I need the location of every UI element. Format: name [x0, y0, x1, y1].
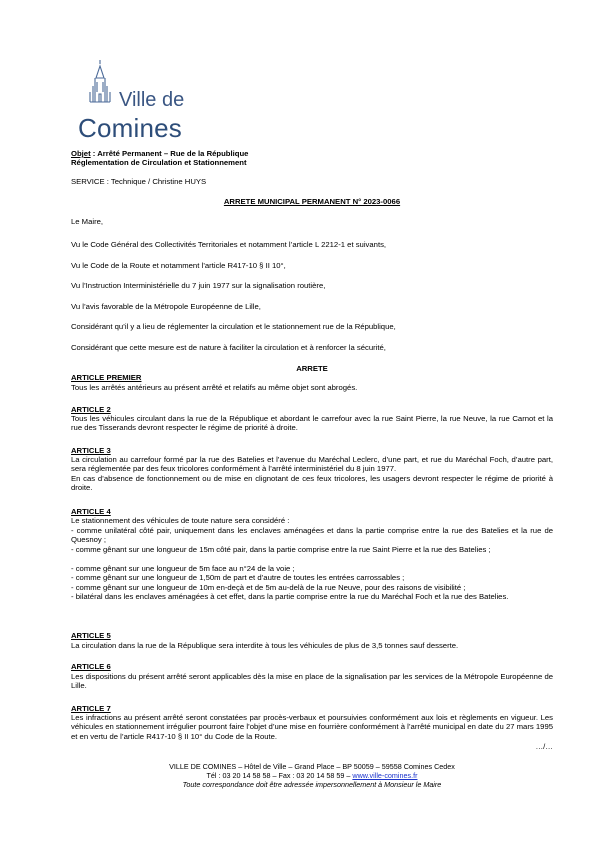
article-6-text: Les dispositions du présent arrêté seront applicables dès la mise en place de la signalisation par les services de la Métropole Européenne de Lille. [71, 672, 553, 691]
article-2-text: Tous les véhicules circulant dans la rue de la République et abordant le carrefour avec la rue Saint Pierre, la rue Neuve, la rue Carnot et la rue des Tisserands devront respecter le régime de priorité à droite. [71, 414, 553, 433]
footer-phone-fax: Tél : 03 20 14 58 58 – Fax : 03 20 14 58 59 – [206, 771, 353, 780]
vu-cgct: Vu le Code Général des Collectivités Territoriales et notamment l’article L 2212-1 et suivants, [71, 240, 387, 249]
article-5-text: La circulation dans la rue de la République sera interdite à tous les véhicules de plus de 3,5 tonnes sauf desserte. [71, 641, 459, 650]
article-7-title: ARTICLE 7 [71, 704, 111, 713]
footer-address: VILLE DE COMINES – Hôtel de Ville – Grand Place – BP 50059 – 59558 Comines Cedex [169, 762, 455, 771]
article-4-title: ARTICLE 4 [71, 507, 111, 516]
considerant-2: Considérant que cette mesure est de nature à faciliter la circulation et à renforcer la sécurité, [71, 343, 386, 352]
service-line: SERVICE : Technique / Christine HUYS [71, 177, 207, 186]
continuation-mark: …/… [535, 742, 553, 751]
article-4-item-3: - comme gênant sur une longueur de 5m face au n°24 de la voie ; [71, 564, 295, 573]
article-1-title: ARTICLE PREMIER [71, 373, 142, 382]
article-6-title: ARTICLE 6 [71, 662, 111, 671]
vu-instruction: Vu l’Instruction Interministérielle du 7 juin 1977 sur la signalisation routière, [71, 281, 326, 290]
article-3-text-2: En cas d’absence de fonctionnement ou de mise en clignotant de ces feux tricolores, les usagers devront respecter le régime de priorité à droite. [71, 474, 553, 493]
objet-text: : Arrêté Permanent – Rue de la République [90, 149, 249, 158]
article-7-text: Les infractions au présent arrêté seront constatées par procès-verbaux et poursuivies conformément aux lois et règlements en vigueur. Les véhicules en stationnement irrégulier pourront faire l’objet d’une mise en fourrière conformément à l’arrêté municipal en date du 27 mars 1995 et en vertu de l’article R417-10 § II 10° du Code de la Route. [71, 713, 553, 741]
vu-avis: Vu l’avis favorable de la Métropole Européenne de Lille, [71, 302, 261, 311]
article-5-title: ARTICLE 5 [71, 631, 111, 640]
document-title: ARRETE MUNICIPAL PERMANENT N° 2023-0066 [223, 197, 401, 206]
objet-label: Objet [71, 149, 91, 158]
maire-line: Le Maire, [71, 217, 104, 226]
article-3-title: ARTICLE 3 [71, 446, 111, 455]
article-4-item-1: - comme unilatéral côté pair, uniquement dans les enclaves aménagées et dans la partie comprise entre la rue des Batelies et la rue de Quesnoy ; [71, 526, 553, 545]
considerant-1: Considérant qu’il y a lieu de réglementer la circulation et le stationnement rue de la République, [71, 322, 396, 331]
article-3-text-1: La circulation au carrefour formé par la rue des Batelies et l’avenue du Maréchal Leclerc, d’une part, et rue du Maréchal Foch, d’autre part, sera réglementée par des feux tricolores conformément à l’arrêté interministériel du 8 juin 1977. [71, 455, 553, 474]
objet-line-2: Réglementation de Circulation et Stationnement [71, 158, 247, 167]
objet-line [71, 149, 248, 158]
article-4-intro: Le stationnement des véhicules de toute nature sera considéré : [71, 516, 290, 525]
article-1-text: Tous les arrêtés antérieurs au présent arrêté et relatifs au même objet sont abrogés. [71, 383, 358, 392]
vu-code-route: Vu le Code de la Route et notamment l’article R417-10 § II 10°, [71, 261, 286, 270]
logo-city-text: Ville de [119, 89, 185, 111]
article-4-item-4: - comme gênant sur une longueur de 1,50m de part et d’autre de toutes les entrées carrossables ; [71, 573, 405, 582]
article-4-item-5: - comme gênant sur une longueur de 10m en-deçà et de 5m au-delà de la rue Neuve, pour des raisons de visibilité ; [71, 583, 466, 592]
arrete-heading: ARRETE [296, 364, 328, 373]
article-2-title: ARTICLE 2 [71, 405, 111, 414]
logo-name-text: Comines [78, 113, 182, 143]
church-tower-icon [90, 60, 110, 102]
article-4-item-6: - bilatéral dans les enclaves aménagées à cet effet, dans la partie comprise entre la rue du Maréchal Foch et la rue des Batelies. [71, 592, 509, 601]
footer-website-link[interactable]: www.ville-comines.fr [352, 771, 418, 780]
footer-correspondence: Toute correspondance doit être adressée impersonnellement à Monsieur le Maire [182, 780, 442, 789]
article-4-item-2: - comme gênant sur une longueur de 15m côté pair, dans la partie comprise entre la rue Saint Pierre et la rue des Batelies ; [71, 545, 491, 554]
